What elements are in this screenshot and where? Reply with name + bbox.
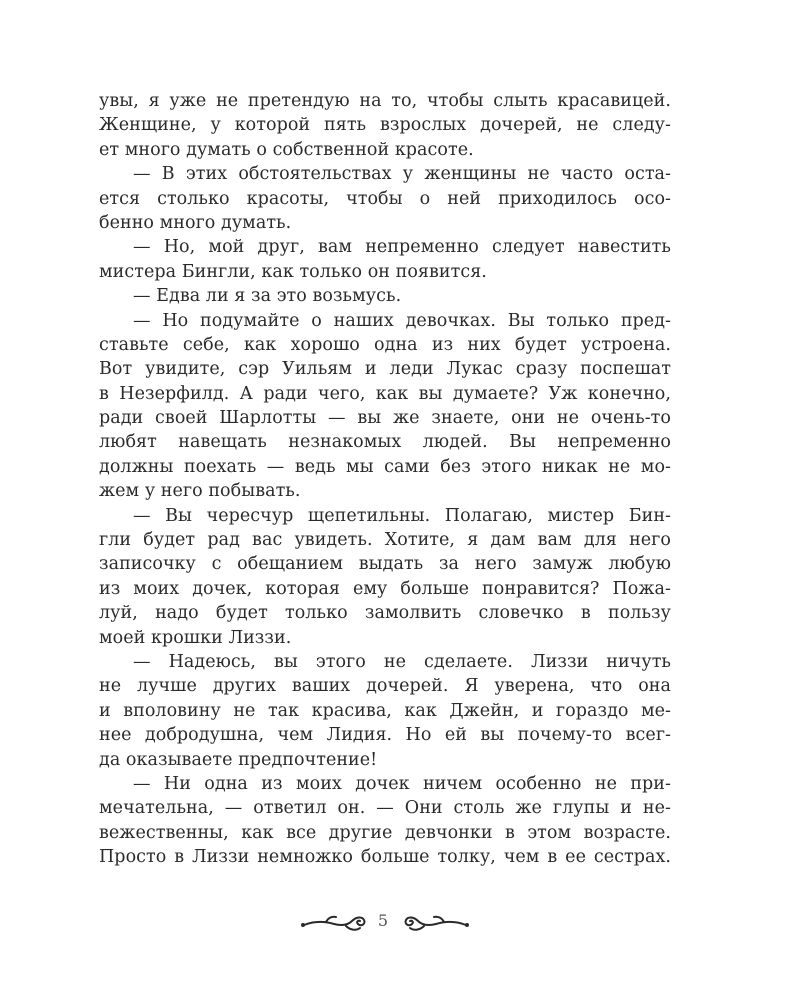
page-footer: [0, 905, 800, 945]
text-line: ет много думать о собственной красоте.: [99, 139, 474, 160]
text-line: Женщине, у которой пять взрослых дочерей, не следу-: [99, 115, 671, 136]
text-line: вежественны, как все другие девчонки в этом возрасте.: [99, 822, 671, 843]
text-line: ради своей Шарлотты — вы же знаете, они не очень-то: [99, 408, 671, 429]
text-line: луй, надо будет только замолвить словечко в пользу: [99, 603, 671, 624]
scroll-flourish-left-icon: [300, 909, 370, 935]
text-line: в Незерфилд. А ради чего, как вы думаете? Уж конечно,: [99, 383, 671, 404]
text-line: жем у него побывать.: [99, 481, 301, 502]
text-line: ется столько красоты, чтобы о ней приходилось осо-: [99, 188, 671, 209]
text-line: — Но подумайте о наших девочках. Вы только пред-: [133, 310, 671, 331]
text-line: Вот увидите, сэр Уильям и леди Лукас сразу поспешат: [99, 359, 671, 380]
text-line: — Но, мой друг, вам непременно следует навестить: [133, 237, 671, 258]
text-line: нее добродушна, чем Лидия. Но ей вы почему-то всег-: [99, 725, 671, 746]
text-line: — Вы чересчур щепетильны. Полагаю, мистер Бин-: [133, 505, 671, 526]
text-line: да оказываете предпочтение!: [99, 749, 378, 770]
text-line: мечательна, — ответил он. — Они столь же глупы и не-: [99, 798, 671, 819]
text-line: ставьте себе, как хорошо одна из них будет устроена.: [99, 334, 671, 355]
text-line: — Едва ли я за это возьмусь.: [133, 286, 402, 307]
page-body-text: [99, 89, 671, 870]
text-line: не лучше других ваших дочерей. Я уверена, что она: [99, 676, 671, 697]
text-line: должны поехать — ведь мы сами без этого никак не мо-: [99, 456, 671, 477]
text-line: из моих дочек, которая ему больше понравится? Пожа-: [99, 578, 671, 599]
text-line: увы, я уже не претендую на то, чтобы слыть красавицей.: [99, 91, 671, 111]
text-line: — В этих обстоятельствах у женщины не часто оста-: [133, 164, 671, 185]
text-line: мистера Бингли, как только он появится.: [99, 261, 487, 282]
page-number: 5: [377, 911, 389, 930]
text-line: и вполовину не так красива, как Джейн, и гораздо ме-: [99, 700, 671, 721]
text-line: записочку с обещанием выдать за него замуж любую: [99, 554, 671, 575]
text-line: гли будет рад вас увидеть. Хотите, я дам вам для него: [99, 530, 671, 551]
text-line: — Ни одна из моих дочек ничем особенно не при-: [133, 773, 671, 794]
scroll-flourish-right-icon: [400, 909, 470, 935]
text-line: Просто в Лиззи немножко больше толку, чем в ее сестрах.: [99, 847, 671, 868]
text-line: любят навещать незнакомых людей. Вы непременно: [99, 432, 671, 453]
text-line: — Надеюсь, вы этого не сделаете. Лиззи ничуть: [133, 651, 671, 672]
text-line: моей крошки Лиззи.: [99, 627, 292, 648]
text-line: бенно много думать.: [99, 212, 292, 233]
